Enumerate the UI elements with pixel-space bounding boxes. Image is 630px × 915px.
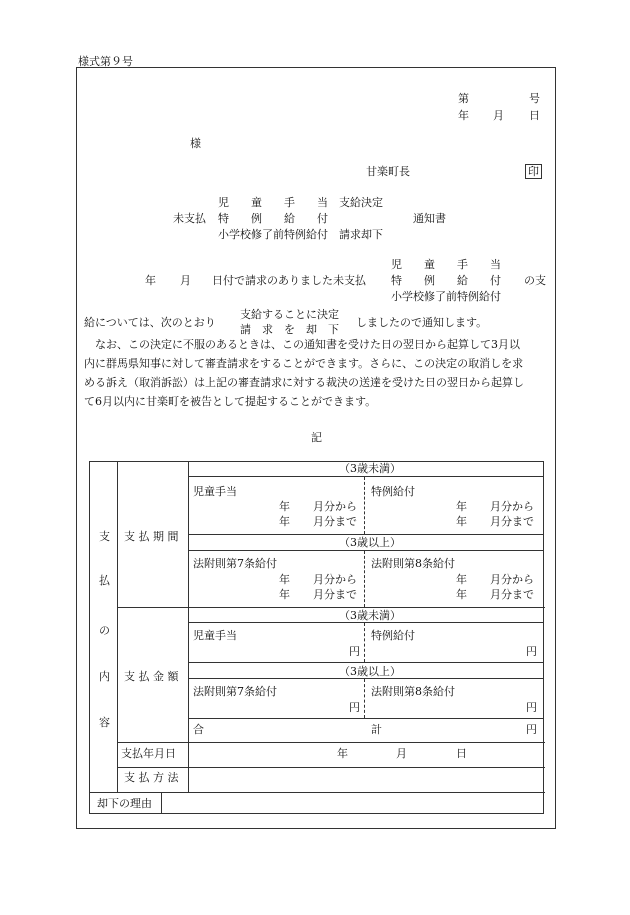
payment-details-table (89, 461, 544, 814)
period-fuso7-from: 月分から (313, 573, 357, 586)
amount-fuso8-yen: 円 (526, 701, 537, 714)
body-notice-post: しましたので通知します。 (356, 316, 488, 329)
body-year: 年 (145, 274, 156, 287)
period-fuso8-to-year: 年 (456, 588, 467, 601)
amount-fuso7-yen: 円 (349, 701, 360, 714)
title-line2-suffix: 通知書 (413, 212, 446, 225)
period-fuso7-label: 法附則第7条給付 (193, 557, 277, 570)
amount-fuso8-label: 法附則第8条給付 (371, 685, 455, 698)
period-tokurei-label: 特例給付 (371, 485, 415, 498)
seal-mark: 印 (525, 164, 542, 179)
appeal-paragraph-line3: める訴え（取消訴訟）は上記の審査請求に対する裁決の送達を受けた日の翌日から起算し (84, 376, 524, 389)
body-line-end: の支 (524, 274, 546, 287)
amount-over3: （3歳以上） (339, 665, 401, 678)
period-jidou-to-year: 年 (279, 515, 290, 528)
period-under3: （3歳未満） (339, 462, 401, 475)
ki-heading: 記 (311, 431, 322, 444)
total-label-left: 合 (193, 723, 204, 736)
total-yen: 円 (526, 723, 537, 736)
body-option-jidou: 児 童 手 当 (391, 258, 501, 271)
date-year: 年 (458, 109, 469, 122)
amount-tokurei-label: 特例給付 (371, 629, 415, 642)
paydate-day: 日 (456, 747, 467, 760)
period-jidou-from-year: 年 (279, 500, 290, 513)
body-month: 月 (180, 274, 191, 287)
period-fuso8-from: 月分から (490, 573, 534, 586)
amount-jidou-label: 児童手当 (193, 629, 237, 642)
title-line2-prefix: 未支払 (173, 212, 206, 225)
period-fuso8-to: 月分まで (490, 588, 534, 601)
period-label: 支 払 期 間 (124, 530, 179, 543)
period-tokurei-to: 月分まで (490, 515, 534, 528)
period-jidou-to: 月分まで (313, 515, 357, 528)
appeal-paragraph-line2: 内に群馬県知事に対して審査請求をすることができます。さらに、この決定の取消しを求 (84, 357, 524, 370)
amount-tokurei-yen: 円 (526, 645, 537, 658)
paydate-month: 月 (396, 747, 407, 760)
period-jidou-from: 月分から (313, 500, 357, 513)
side-label-3: の (99, 624, 110, 637)
body-decision-reject: 請 求 を 却 下 (240, 323, 339, 336)
appeal-paragraph-line4: て6月以内に甘楽町を被告として提起することができます。 (84, 395, 377, 408)
side-label-1: 支 (99, 530, 110, 543)
addressee-suffix: 様 (190, 137, 201, 150)
title-line2-mid: 特 例 給 付 (218, 212, 328, 225)
body-request-text: 日付で請求のありました未支払 (212, 274, 366, 287)
reject-reason-label: 却下の理由 (97, 797, 152, 810)
doc-no-suffix: 号 (529, 92, 540, 105)
method-label: 支 払 方 法 (124, 771, 179, 784)
issuer-name: 甘楽町長 (366, 165, 410, 178)
side-label-4: 内 (99, 670, 110, 683)
period-fuso7-to: 月分まで (313, 588, 357, 601)
paydate-label: 支払年月日 (121, 747, 176, 760)
date-month: 月 (493, 109, 504, 122)
period-fuso7-from-year: 年 (279, 573, 290, 586)
body-option-shogakko: 小学校修了前特例給付 (391, 290, 501, 303)
period-over3: （3歳以上） (339, 536, 401, 549)
body-decision-grant: 支給することに決定 (240, 308, 339, 321)
amount-fuso7-label: 法附則第7条給付 (193, 685, 277, 698)
period-jidou-label: 児童手当 (193, 485, 237, 498)
total-label-mid: 計 (371, 723, 382, 736)
title-line3: 小学校修了前特例給付 請求却下 (218, 228, 383, 241)
doc-no-prefix: 第 (458, 92, 469, 105)
amount-jidou-yen: 円 (349, 645, 360, 658)
period-fuso8-label: 法附則第8条給付 (371, 557, 455, 570)
period-fuso7-to-year: 年 (279, 588, 290, 601)
body-option-tokurei: 特 例 給 付 (391, 274, 501, 287)
side-label-2: 払 (99, 574, 110, 587)
period-tokurei-to-year: 年 (456, 515, 467, 528)
side-label-5: 容 (99, 716, 110, 729)
period-tokurei-from-year: 年 (456, 500, 467, 513)
title-line1: 児 童 手 当 支給決定 (218, 196, 383, 209)
period-tokurei-from: 月分から (490, 500, 534, 513)
amount-label: 支 払 金 額 (124, 670, 179, 683)
form-number: 様式第９号 (78, 55, 133, 68)
amount-under3: （3歳未満） (339, 609, 401, 622)
period-fuso8-from-year: 年 (456, 573, 467, 586)
appeal-paragraph-line1: なお、この決定に不服のあるときは、この通知書を受けた日の翌日から起算して3月以 (84, 338, 520, 351)
body-notice-pre: 給については、次のとおり (84, 316, 216, 329)
paydate-year: 年 (337, 747, 348, 760)
date-day: 日 (529, 109, 540, 122)
